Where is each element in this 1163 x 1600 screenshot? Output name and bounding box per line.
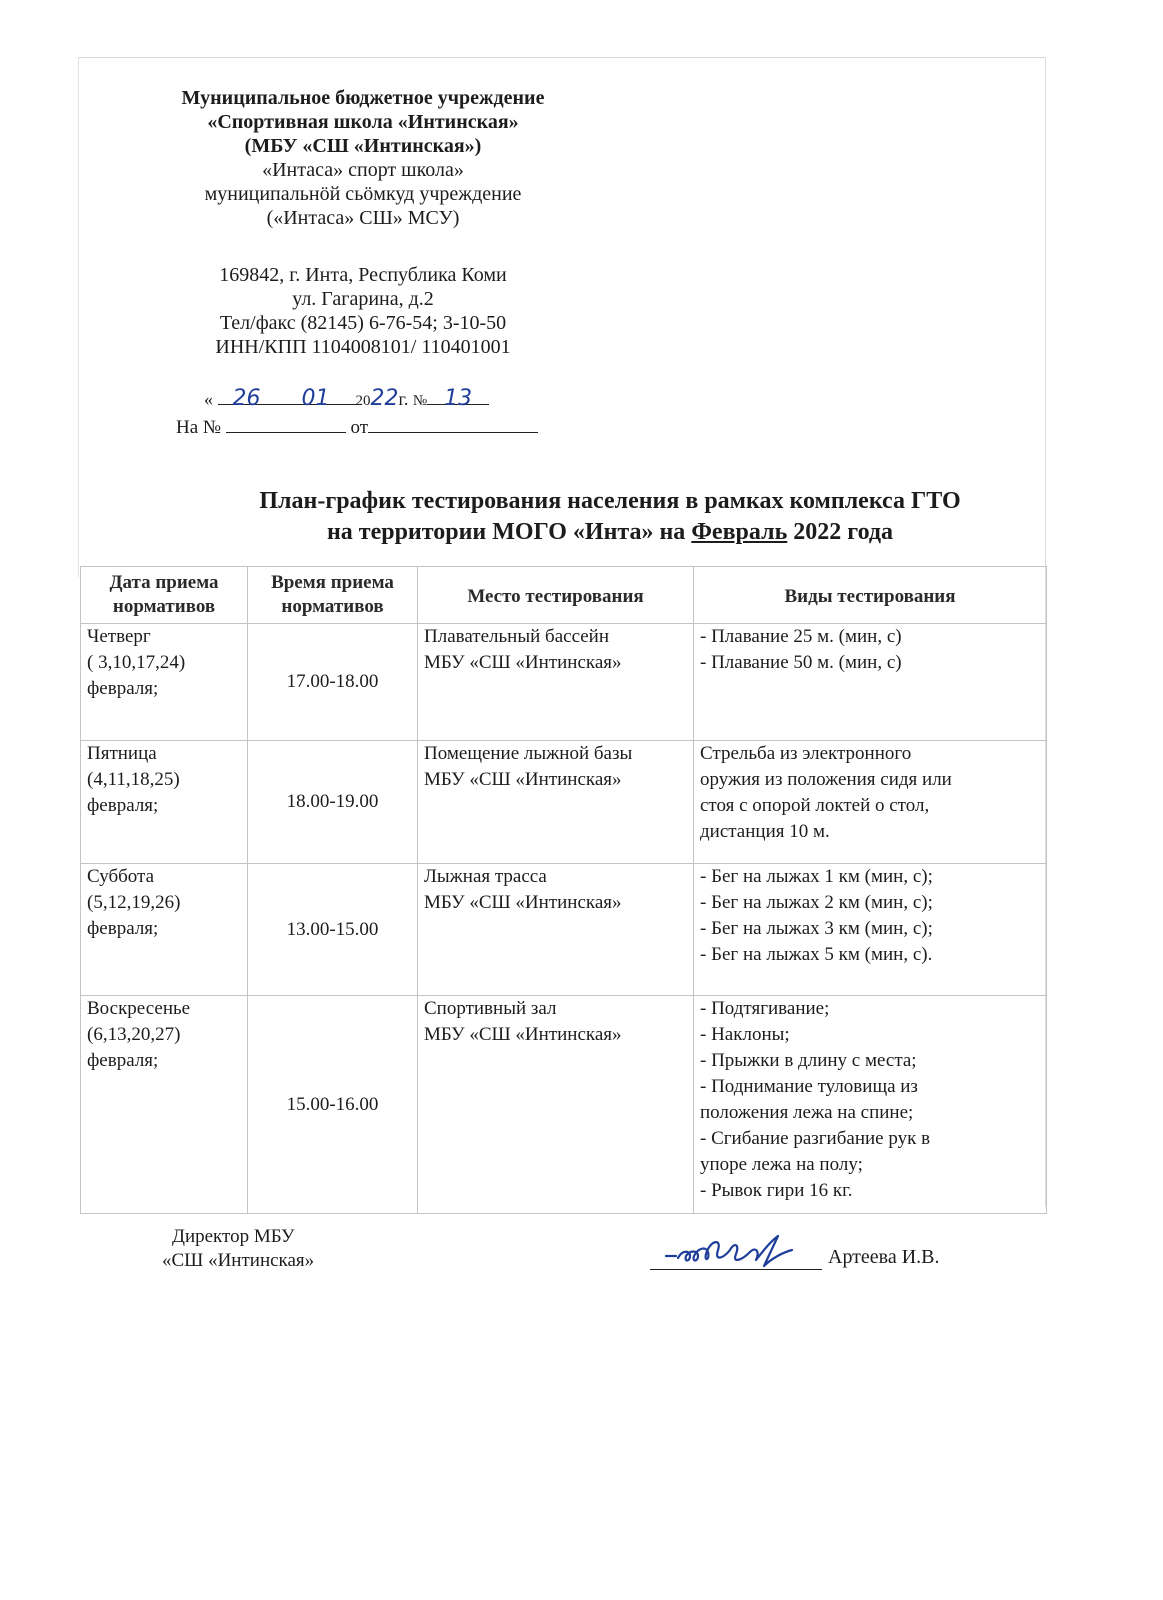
test-item: оружия из положения сидя или (700, 769, 952, 790)
table-row (81, 624, 1047, 741)
place-line: Помещение лыжной базы (424, 743, 633, 764)
address-line: ул. Гагарина, д.2 (292, 288, 434, 310)
signatory-name: Артеева И.В. (828, 1246, 940, 1268)
schedule-table (80, 566, 1047, 1214)
position-line: Директор МБУ (172, 1226, 295, 1247)
place-cell (418, 996, 694, 1214)
test-item: упоре лежа на полу; (700, 1154, 863, 1175)
tests-cell (694, 624, 1047, 741)
handwritten-day: 26 (232, 386, 261, 411)
time-cell: 15.00-16.00 (248, 996, 418, 1214)
month: февраля; (87, 918, 159, 939)
handwritten-signature (660, 1222, 840, 1272)
month: февраля; (87, 795, 159, 816)
date-cell (81, 996, 248, 1214)
org-name-komi-line: («Интаса» СШ» МСУ) (266, 207, 460, 229)
signature-line (650, 1269, 822, 1270)
year-prefix: 20 (355, 393, 371, 409)
table-row (81, 741, 1047, 864)
table-row (81, 864, 1047, 996)
table-row (81, 996, 1047, 1214)
address-line: ИНН/КПП 1104008101/ 110401001 (215, 336, 511, 358)
letterhead-address (148, 263, 578, 359)
time-cell: 13.00-15.00 (248, 864, 418, 996)
test-item: - Плавание 50 м. (мин, с) (700, 652, 902, 673)
test-item: - Наклоны; (700, 1024, 790, 1045)
registration-date-line (204, 386, 489, 411)
tests-cell (694, 741, 1047, 864)
handwritten-month: 01 (301, 386, 330, 411)
column-header-date: Дата приема нормативов (81, 567, 248, 624)
org-name-komi-line: «Интаса» спорт школа» (262, 159, 464, 181)
reference-number-field (226, 414, 346, 433)
year-unit: г. (398, 389, 409, 409)
test-item: - Бег на лыжах 2 км (мин, с); (700, 892, 933, 913)
org-name-line: (МБУ «СШ «Интинская») (244, 135, 482, 157)
test-item: - Рывок гири 16 кг. (700, 1180, 853, 1201)
weekday: Четверг (87, 626, 151, 647)
number-field (427, 386, 489, 411)
position-line: «СШ «Интинская» (162, 1250, 315, 1271)
test-item: стоя с опорой локтей о стол, (700, 795, 930, 816)
number-label: № (412, 393, 428, 409)
org-name-line: Муниципальное бюджетное учреждение (181, 87, 545, 109)
document-title (120, 486, 1100, 548)
weekday: Воскресенье (87, 998, 191, 1019)
weekday: Пятница (87, 743, 157, 764)
date-cell (81, 864, 248, 996)
place-line: МБУ «СШ «Интинская» (424, 769, 622, 790)
date-cell (81, 741, 248, 864)
time-cell: 18.00-19.00 (248, 741, 418, 864)
date-cell (81, 624, 248, 741)
test-item: - Поднимание туловища из (700, 1076, 918, 1097)
test-item: - Бег на лыжах 5 км (мин, с). (700, 944, 933, 965)
month-field (276, 386, 356, 411)
time-cell: 17.00-18.00 (248, 624, 418, 741)
handwritten-number: 13 (444, 386, 473, 411)
table-header-row (81, 567, 1047, 624)
title-text: 2022 года (787, 519, 894, 545)
test-item: - Бег на лыжах 1 км (мин, с); (700, 866, 933, 887)
scan-edge (78, 57, 79, 577)
place-line: МБУ «СШ «Интинская» (424, 1024, 622, 1045)
test-item: - Прыжки в длину с места; (700, 1050, 917, 1071)
tests-cell (694, 864, 1047, 996)
place-cell (418, 741, 694, 864)
scan-edge (78, 57, 1046, 58)
address-line: Тел/факс (82145) 6-76-54; 3-10-50 (219, 312, 507, 334)
test-item: дистанция 10 м. (700, 821, 830, 842)
reference-line (176, 414, 538, 439)
month: февраля; (87, 1050, 159, 1071)
reference-date-field (368, 414, 538, 433)
column-header-tests: Виды тестирования (694, 567, 1047, 624)
open-quote: « (204, 389, 213, 409)
dates: (5,12,19,26) (87, 892, 181, 913)
org-name-line: «Спортивная школа «Интинская» (207, 111, 519, 133)
tests-cell (694, 996, 1047, 1214)
column-header-place: Место тестирования (418, 567, 694, 624)
test-item: - Плавание 25 м. (мин, с) (700, 626, 902, 647)
reference-label: На № (176, 417, 222, 438)
from-label: от (350, 417, 369, 438)
signatory-position (162, 1225, 314, 1273)
place-line: МБУ «СШ «Интинская» (424, 652, 622, 673)
day-field (218, 386, 276, 411)
month: февраля; (87, 678, 159, 699)
test-item: Стрельба из электронного (700, 743, 912, 764)
dates: (6,13,20,27) (87, 1024, 181, 1045)
letterhead-organization (148, 86, 578, 230)
test-item: - Бег на лыжах 3 км (мин, с); (700, 918, 933, 939)
column-header-time: Время приема нормативов (248, 567, 418, 624)
test-item: положения лежа на спине; (700, 1102, 914, 1123)
dates: (4,11,18,25) (87, 769, 180, 790)
org-name-komi-line: муниципальнӧй сьӧмкуд учреждение (204, 183, 522, 205)
title-month: Февраль (691, 519, 788, 545)
place-line: МБУ «СШ «Интинская» (424, 892, 622, 913)
address-line: 169842, г. Инта, Республика Коми (219, 264, 507, 286)
place-cell (418, 864, 694, 996)
title-line (120, 517, 1100, 548)
test-item: - Сгибание разгибание рук в (700, 1128, 931, 1149)
place-cell (418, 624, 694, 741)
test-item: - Подтягивание; (700, 998, 830, 1019)
title-line: План-график тестирования населения в рамках комплекса ГТО (259, 488, 961, 514)
title-text: на территории МОГО «Инта» на (326, 519, 692, 545)
place-line: Лыжная трасса (424, 866, 547, 887)
place-line: Плавательный бассейн (424, 626, 609, 647)
handwritten-year: 22 (370, 386, 399, 411)
place-line: Спортивный зал (424, 998, 557, 1019)
dates: ( 3,10,17,24) (87, 652, 186, 673)
weekday: Суббота (87, 866, 155, 887)
